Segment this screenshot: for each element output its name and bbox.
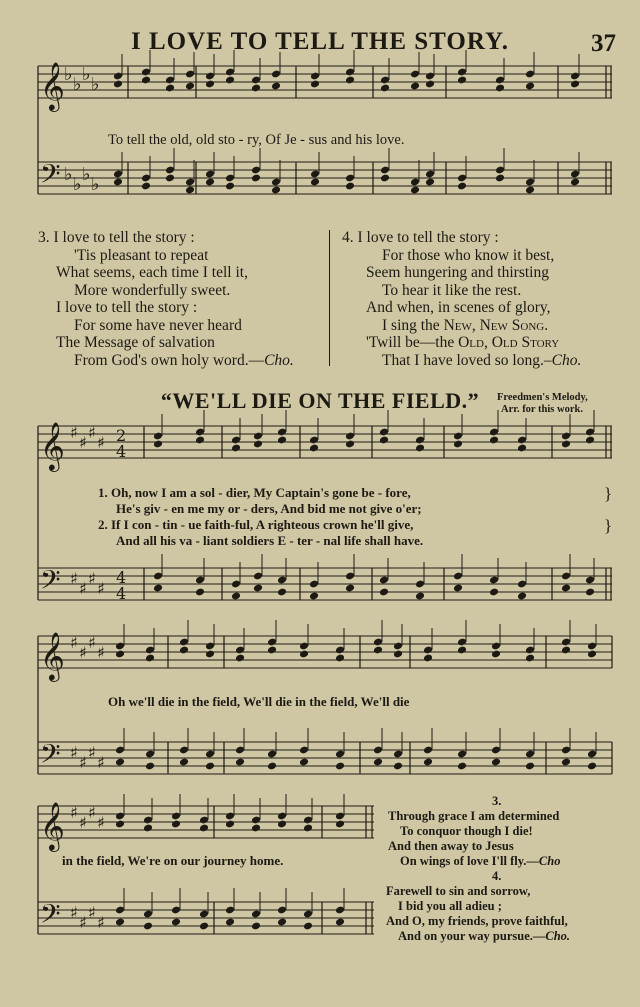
note-head-icon: [153, 584, 163, 593]
sharp-icon: ♯: [97, 813, 105, 832]
verse-line: And on your way pursue.—: [398, 929, 546, 943]
verse-line: And O, my friends, prove faithful,: [386, 914, 568, 928]
note-head-icon: [525, 654, 535, 663]
note-head-icon: [179, 758, 189, 767]
note-head-icon: [335, 762, 345, 771]
note-head-icon: [153, 440, 163, 449]
note-head-icon: [277, 918, 287, 927]
note-head-icon: [423, 758, 433, 767]
verse-line: For some have never heard: [74, 316, 242, 334]
verse-line: And then away to Jesus: [388, 839, 514, 853]
time-signature: 2: [116, 426, 127, 445]
verse-line: Seem hungering and thirsting: [366, 264, 549, 281]
note-head-icon: [373, 758, 383, 767]
note-head-icon: [310, 178, 320, 187]
note-head-icon: [205, 762, 215, 771]
note-head-icon: [423, 654, 433, 663]
note-head-icon: [393, 762, 403, 771]
hymn2-chorus-1: Oh we'll die in the field, We'll die in the field, We'll die: [108, 694, 410, 709]
brace: }: [604, 516, 613, 535]
verse-line: I love to tell the story :: [357, 229, 499, 246]
note-head-icon: [205, 178, 215, 187]
note-head-icon: [115, 820, 125, 829]
note-head-icon: [335, 918, 345, 927]
note-head-icon: [141, 182, 151, 191]
flat-icon: ♭: [73, 74, 82, 95]
note-head-icon: [235, 654, 245, 663]
sharp-icon: ♯: [97, 433, 105, 452]
note-head-icon: [205, 650, 215, 659]
chorus-ref: Cho.: [545, 929, 571, 943]
note-head-icon: [165, 84, 175, 93]
note-head-icon: [267, 646, 277, 655]
note-head-icon: [415, 592, 425, 601]
note-head-icon: [379, 588, 389, 597]
hymn2-lyric-2: He's giv - en me my or - ders, And bid me not give o'er;: [116, 501, 422, 516]
hymn2-title: “WE'LL DIE ON THE FIELD.”: [160, 388, 480, 413]
note-head-icon: [205, 80, 215, 89]
sharp-icon: ♯: [79, 753, 87, 772]
verse-line: To hear it like the rest.: [382, 281, 522, 299]
bass-clef-icon: 𝄢: [40, 898, 61, 936]
sharp-icon: ♯: [88, 633, 96, 652]
note-head-icon: [310, 80, 320, 89]
note-head-icon: [143, 824, 153, 833]
note-head-icon: [345, 182, 355, 191]
note-head-icon: [145, 762, 155, 771]
sharp-icon: ♯: [88, 423, 96, 442]
treble-clef-icon: 𝄞: [40, 631, 65, 680]
sharp-icon: ♯: [79, 813, 87, 832]
note-head-icon: [495, 174, 505, 183]
note-head-icon: [457, 182, 467, 191]
note-head-icon: [495, 84, 505, 93]
verse-number: 4.: [342, 229, 354, 246]
bass-clef-icon: 𝄢: [40, 738, 61, 776]
note-head-icon: [491, 650, 501, 659]
note-head-icon: [517, 592, 527, 601]
note-head-icon: [225, 918, 235, 927]
note-head-icon: [380, 84, 390, 93]
verse-line: I love to tell the story :: [56, 299, 198, 316]
note-head-icon: [299, 758, 309, 767]
note-head-icon: [335, 820, 345, 829]
hymn-title: I LOVE TO TELL THE STORY.: [130, 28, 509, 55]
note-head-icon: [251, 824, 261, 833]
treble-clef-icon: 𝄞: [40, 61, 65, 110]
note-head-icon: [199, 922, 209, 931]
verse-line: What seems, each time I tell it,: [56, 264, 248, 281]
verse-line: 'Twill be—the: [366, 334, 459, 351]
verse-line: That I have loved so long.–: [382, 351, 552, 369]
note-head-icon: [299, 650, 309, 659]
hymn1-lyric-line: To tell the old, old sto - ry, Of Je - sus and his love.: [108, 132, 405, 148]
sharp-icon: ♯: [79, 643, 87, 662]
note-head-icon: [235, 758, 245, 767]
note-head-icon: [380, 174, 390, 183]
flat-icon: ♭: [91, 74, 100, 95]
note-head-icon: [251, 174, 261, 183]
verse-line: I bid you all adieu ;: [398, 899, 502, 913]
hymn2-lyric-3: 2. If I con - tin - ue faith-ful, A righteous crown he'll give,: [98, 517, 414, 532]
bass-clef-icon: 𝄢: [40, 564, 61, 602]
note-head-icon: [303, 922, 313, 931]
note-head-icon: [561, 758, 571, 767]
sharp-icon: ♯: [88, 743, 96, 762]
sharp-icon: ♯: [88, 903, 96, 922]
note-head-icon: [251, 922, 261, 931]
sharp-icon: ♯: [79, 433, 87, 452]
hymn1-verse-4: [342, 229, 581, 369]
sharp-icon: ♯: [79, 913, 87, 932]
note-head-icon: [179, 646, 189, 655]
note-head-icon: [457, 646, 467, 655]
note-head-icon: [410, 186, 420, 195]
note-head-icon: [561, 440, 571, 449]
note-head-icon: [335, 654, 345, 663]
note-head-icon: [587, 650, 597, 659]
note-head-icon: [165, 174, 175, 183]
flat-icon: ♭: [64, 164, 73, 185]
hymn1-verse-3: [38, 229, 294, 369]
note-head-icon: [277, 820, 287, 829]
note-head-icon: [143, 922, 153, 931]
verse-line: I sing the: [382, 316, 444, 334]
note-head-icon: [141, 76, 151, 85]
verse-line: The Message of salvation: [56, 334, 215, 351]
note-head-icon: [115, 918, 125, 927]
verse-line: Through grace I am determined: [388, 809, 560, 823]
column-divider: [329, 230, 330, 366]
note-head-icon: [113, 178, 123, 187]
note-head-icon: [225, 182, 235, 191]
note-head-icon: [231, 592, 241, 601]
verse-emphasis: Old, Old Story: [458, 334, 560, 351]
credit-line: Freedmen's Melody,: [497, 392, 588, 403]
note-head-icon: [251, 84, 261, 93]
credit-line: Arr. for this work.: [501, 404, 583, 415]
sharp-icon: ♯: [79, 579, 87, 598]
verse-emphasis: New, New Song.: [443, 316, 549, 334]
note-head-icon: [195, 588, 205, 597]
chorus-ref: Cho.: [551, 351, 582, 369]
flat-icon: ♭: [73, 174, 82, 195]
note-head-icon: [115, 650, 125, 659]
sharp-icon: ♯: [70, 903, 78, 922]
verse-line: To conquor though I die!: [400, 824, 533, 838]
hymn2-verse-4: [386, 869, 570, 944]
hymn2-lyric-4: And all his va - liant soldiers E - ter - nal life shall have.: [116, 533, 424, 548]
note-head-icon: [253, 440, 263, 449]
note-head-icon: [491, 758, 501, 767]
note-head-icon: [570, 80, 580, 89]
chorus-ref: Cho.: [264, 351, 294, 369]
note-head-icon: [309, 444, 319, 453]
verse-line: I love to tell the story :: [53, 229, 195, 246]
verse-line: On wings of love I'll fly.—: [400, 854, 539, 868]
sharp-icon: ♯: [70, 743, 78, 762]
note-head-icon: [171, 820, 181, 829]
note-head-icon: [585, 588, 595, 597]
note-head-icon: [195, 436, 205, 445]
note-head-icon: [561, 646, 571, 655]
note-head-icon: [457, 762, 467, 771]
note-head-icon: [271, 82, 281, 91]
note-head-icon: [587, 762, 597, 771]
note-head-icon: [231, 444, 241, 453]
sharp-icon: ♯: [70, 803, 78, 822]
note-head-icon: [561, 584, 571, 593]
note-head-icon: [585, 436, 595, 445]
note-head-icon: [199, 824, 209, 833]
note-head-icon: [171, 918, 181, 927]
sharp-icon: ♯: [88, 569, 96, 588]
note-head-icon: [525, 762, 535, 771]
note-head-icon: [253, 584, 263, 593]
flat-icon: ♭: [82, 64, 91, 85]
note-head-icon: [517, 444, 527, 453]
sharp-icon: ♯: [97, 753, 105, 772]
hymn2-verse-3: [388, 794, 560, 869]
sharp-icon: ♯: [70, 633, 78, 652]
hymn2-chorus-2: in the field, We're on our journey home.: [62, 853, 284, 868]
time-signature: 4: [116, 584, 127, 603]
note-head-icon: [570, 178, 580, 187]
note-head-icon: [225, 76, 235, 85]
sharp-icon: ♯: [70, 569, 78, 588]
verse-number: 3.: [492, 794, 502, 808]
sharp-icon: ♯: [70, 423, 78, 442]
verse-line: From God's own holy word.—: [74, 351, 265, 369]
note-head-icon: [277, 588, 287, 597]
note-head-icon: [113, 80, 123, 89]
note-head-icon: [345, 584, 355, 593]
note-head-icon: [489, 588, 499, 597]
verse-line: For those who know it best,: [382, 246, 555, 264]
time-signature: 4: [116, 442, 127, 461]
verse-line: Farewell to sin and sorrow,: [386, 884, 531, 898]
note-head-icon: [271, 186, 281, 195]
note-head-icon: [277, 436, 287, 445]
flat-icon: ♭: [91, 174, 100, 195]
note-head-icon: [145, 654, 155, 663]
page-number: 37: [591, 30, 616, 57]
sharp-icon: ♯: [88, 803, 96, 822]
flat-icon: ♭: [64, 64, 73, 85]
note-head-icon: [345, 76, 355, 85]
note-head-icon: [457, 76, 467, 85]
note-head-icon: [345, 440, 355, 449]
note-head-icon: [453, 584, 463, 593]
chorus-ref: Cho: [538, 854, 561, 868]
note-head-icon: [225, 820, 235, 829]
verse-number: 3.: [38, 229, 50, 246]
note-head-icon: [489, 436, 499, 445]
verse-line: 'Tis pleasant to repeat: [74, 246, 209, 264]
sharp-icon: ♯: [97, 913, 105, 932]
note-head-icon: [185, 186, 195, 195]
note-head-icon: [425, 178, 435, 187]
note-head-icon: [453, 440, 463, 449]
treble-clef-icon: 𝄞: [40, 801, 65, 850]
note-head-icon: [303, 824, 313, 833]
note-head-icon: [185, 82, 195, 91]
note-head-icon: [415, 444, 425, 453]
note-head-icon: [115, 758, 125, 767]
note-head-icon: [267, 762, 277, 771]
note-head-icon: [425, 80, 435, 89]
bass-clef-icon: 𝄢: [40, 158, 61, 196]
brace: }: [604, 484, 613, 503]
note-head-icon: [373, 646, 383, 655]
verse-number: 4.: [492, 869, 502, 883]
note-head-icon: [309, 592, 319, 601]
flat-icon: ♭: [82, 164, 91, 185]
verse-line: And when, in scenes of glory,: [366, 299, 551, 316]
hymn2-credit: [497, 392, 588, 416]
note-head-icon: [525, 82, 535, 91]
note-head-icon: [393, 650, 403, 659]
sharp-icon: ♯: [97, 643, 105, 662]
time-signature: 4: [116, 568, 127, 587]
note-head-icon: [525, 186, 535, 195]
hymn2-lyric-1: 1. Oh, now I am a sol - dier, My Captain's gone be - fore,: [98, 485, 411, 500]
verse-line: More wonderfully sweet.: [74, 281, 231, 299]
treble-clef-icon: 𝄞: [40, 421, 65, 470]
note-head-icon: [410, 82, 420, 91]
sharp-icon: ♯: [97, 579, 105, 598]
note-head-icon: [379, 436, 389, 445]
